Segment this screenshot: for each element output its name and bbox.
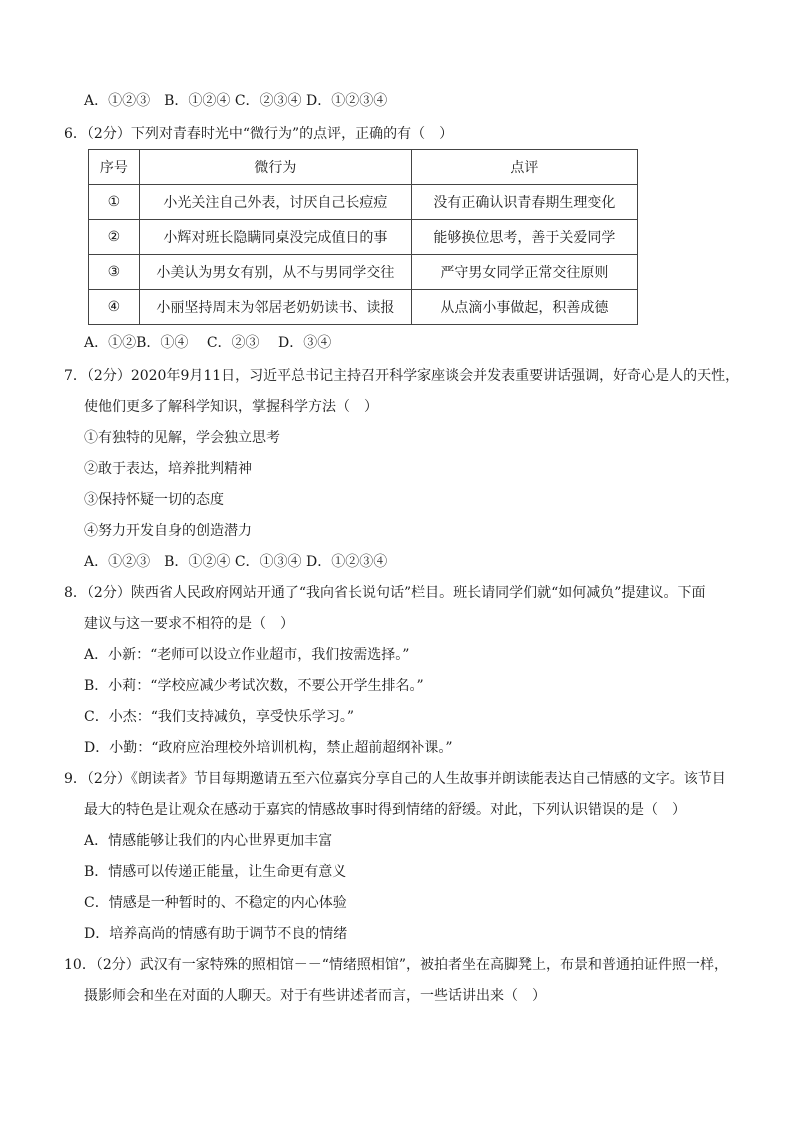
row-index: ③ (89, 255, 140, 290)
row-comment: 能够换位思考，善于关爱同学 (411, 220, 637, 255)
q7-stem-line2: 使他们更多了解科学知识，掌握科学方法（ ） (84, 399, 378, 415)
q8-option-c: C．小杰：“我们支持减负，享受快乐学习。” (84, 709, 355, 725)
q9-option-b: B．情感可以传递正能量，让生命更有意义 (84, 864, 347, 880)
q5-options: A．①②③ B．①②④ C．②③④ D．①②③④ (84, 93, 388, 109)
q7-stem-line1: 7．（2分）2020年9月11日，习近平总书记主持召开科学家座谈会并发表重要讲话强调，好奇心是人的天性， (64, 368, 740, 384)
table-row (89, 220, 638, 255)
q8-stem-line1: 8．（2分）陕西省人民政府网站开通了“我向省长说句话”栏目。班长请同学们就“如何减负”提建议。下面 (64, 585, 706, 601)
q8-option-a: A．小新：“老师可以设立作业超市，我们按需选择。” (84, 647, 410, 663)
table-row (89, 290, 638, 325)
header-behavior: 微行为 (139, 150, 411, 185)
q8-option-d: D．小勤：“政府应治理校外培训机构，禁止超前超纲补课。” (84, 740, 453, 756)
q7-options: A．①②③ B．①②④ C．①③④ D．①②③④ (84, 554, 388, 570)
q6-table (88, 149, 638, 325)
row-comment: 严守男女同学正常交往原则 (411, 255, 637, 290)
row-behavior: 小美认为男女有别，从不与男同学交往 (139, 255, 411, 290)
table-header-row (89, 150, 638, 185)
q9-stem-line1: 9．（2分）《朗读者》节目每期邀请五至六位嘉宾分享自己的人生故事并朗读能表达自己情感的文字。该节目 (64, 771, 726, 787)
row-index: ② (89, 220, 140, 255)
header-comment: 点评 (411, 150, 637, 185)
q7-item-2: ②敢于表达，培养批判精神 (84, 461, 252, 477)
q6-stem: 6．（2分）下列对青春时光中“微行为”的点评，正确的有（ ） (64, 126, 454, 142)
q6-options: A．①②B．①④ C．②③ D．③④ (84, 335, 332, 351)
row-index: ① (89, 185, 140, 220)
q7-item-3: ③保持怀疑一切的态度 (84, 492, 224, 508)
q8-stem-line2: 建议与这一要求不相符的是（ ） (84, 616, 294, 632)
q9-option-c: C．情感是一种暂时的、不稳定的内心体验 (84, 895, 347, 911)
q7-item-1: ①有独特的见解，学会独立思考 (84, 430, 280, 446)
row-index: ④ (89, 290, 140, 325)
row-behavior: 小光关注自己外表，讨厌自己长痘痘 (139, 185, 411, 220)
header-index: 序号 (89, 150, 140, 185)
table-row (89, 185, 638, 220)
table-row (89, 255, 638, 290)
q10-stem-line1: 10．（2分）武汉有一家特殊的照相馆－－“情绪照相馆”，被拍者坐在高脚凳上，布景和普通拍证件照一样， (64, 957, 729, 973)
q7-item-4: ④努力开发自身的创造潜力 (84, 523, 252, 539)
q8-option-b: B．小莉：“学校应减少考试次数，不要公开学生排名。” (84, 678, 424, 694)
row-behavior: 小丽坚持周末为邻居老奶奶读书、读报 (139, 290, 411, 325)
q9-option-d: D．培养高尚的情感有助于调节不良的情绪 (84, 926, 348, 942)
q9-stem-line2: 最大的特色是让观众在感动于嘉宾的情感故事时得到情绪的舒缓。对此，下列认识错误的是（ ） (84, 802, 686, 818)
row-comment: 从点滴小事做起，积善成德 (411, 290, 637, 325)
row-comment: 没有正确认识青春期生理变化 (411, 185, 637, 220)
q10-stem-line2: 摄影师会和坐在对面的人聊天。对于有些讲述者而言，一些话讲出来（ ） (84, 988, 546, 1004)
q9-option-a: A．情感能够让我们的内心世界更加丰富 (84, 833, 333, 849)
row-behavior: 小辉对班长隐瞒同桌没完成值日的事 (139, 220, 411, 255)
